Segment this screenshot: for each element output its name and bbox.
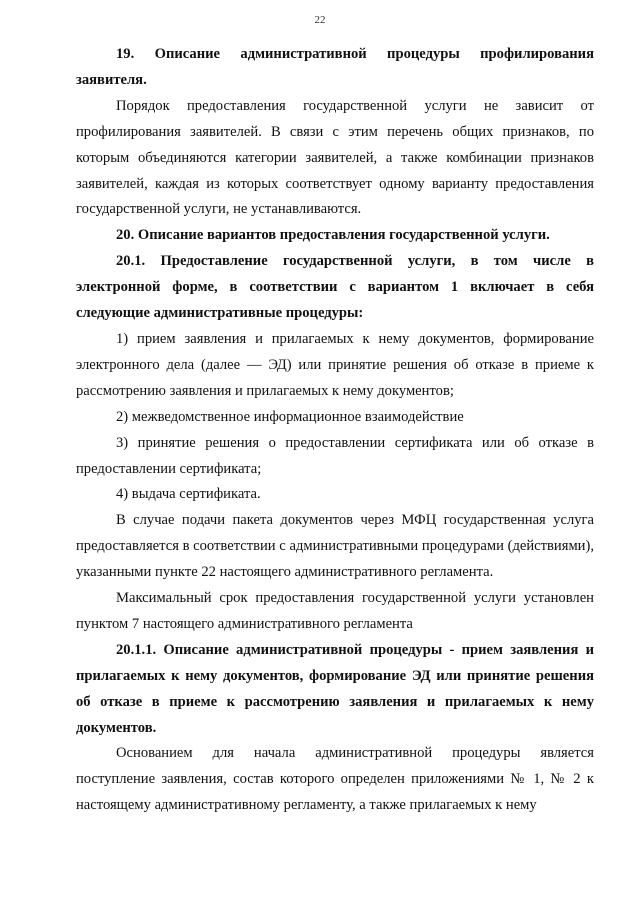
page-number: 22 [314,14,326,26]
max-term-paragraph: Максимальный срок предоставления государственной услуги установлен пунктом 7 настоящего административного регламента [76,590,594,632]
section-19-body: Порядок предоставления государственной услуги не зависит от профилирования заявителей. В связи с этим перечень общих признаков, по которым объединяются категории заявителей, а также комбинации признаков заявителей, каждая из которых соответствует одному варианту предоставления государственной услуги, не устанавливаются. [76,97,594,218]
section-19-heading: 19. Описание административной процедуры профилирования заявителя. [76,46,594,88]
section-20-1-1-body: Основанием для начала административной процедуры является поступление заявления, состав которого определен приложениями № 1, № 2 к настоящему административному регламенту, а также прилагаемых к нему [76,745,594,814]
document-body [76,42,594,819]
procedure-list-item-2: 2) межведомственное информационное взаимодействие [116,408,464,425]
procedure-list-item-3: 3) принятие решения о предоставлении сертификата или об отказе в предоставлении сертификата; [76,434,594,477]
section-20-1-heading: 20.1. Предоставление государственной услуги, в том числе в электронной форме, в соответствии с вариантом 1 включает в себя следующие административные процедуры: [76,253,594,322]
procedure-list-item-1: 1) прием заявления и прилагаемых к нему документов, формирование электронного дела (далее — ЭД) или принятие решения об отказе в приеме к рассмотрению заявления и прилагаемых к нему документов; [76,330,594,399]
procedure-list-item-4: 4) выдача сертификата. [116,486,261,503]
section-20-1-1-heading: 20.1.1. Описание административной процедуры - прием заявления и прилагаемых к нему документов, формирование ЭД или принятие решения об отказе в приеме к рассмотрению заявления и прилагаемых к нему документов. [76,641,594,736]
mfc-paragraph: В случае подачи пакета документов через МФЦ государственная услуга предоставляется в соответствии с административными процедурами (действиями), указанными пункте 22 настоящего административного регламента. [76,512,594,581]
section-20-heading: 20. Описание вариантов предоставления государственной услуги. [116,227,550,244]
